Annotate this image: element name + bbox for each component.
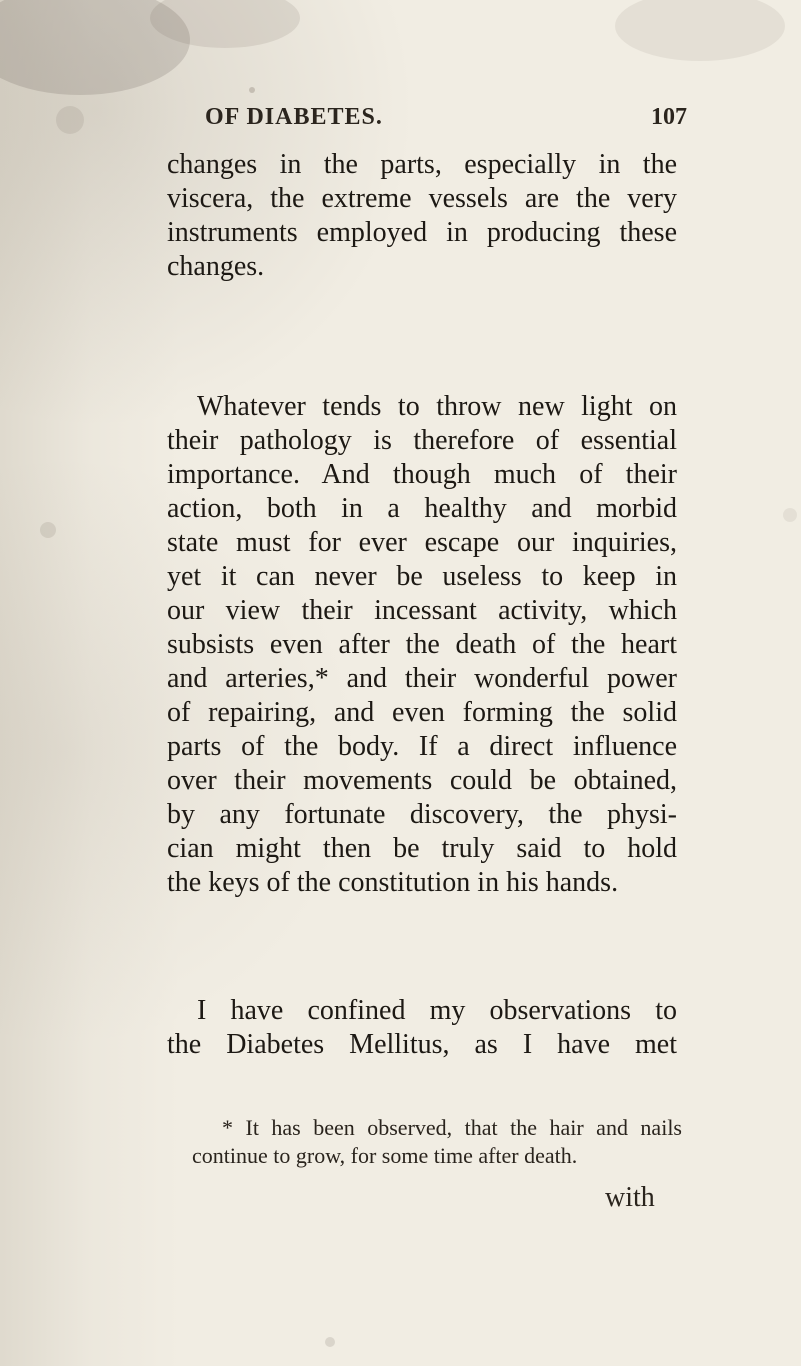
paragraph-continued — [167, 148, 677, 284]
running-head: OF DIABETES. — [205, 104, 383, 130]
text-line: of repairing, and even forming the solid — [167, 697, 677, 728]
text-line: by any fortunate discovery, the physi- — [167, 799, 677, 830]
text-line: state must for ever escape our inquiries, — [167, 527, 677, 558]
text-line: the keys of the constitution in his hands. — [167, 867, 619, 898]
page-header — [0, 104, 801, 144]
text-line: and arteries,* and their wonderful power — [167, 663, 677, 694]
text-line: viscera, the extreme vessels are the very — [167, 183, 677, 214]
footnote — [192, 1114, 682, 1170]
text-line: importance. And though much of their — [167, 459, 677, 490]
text-line: our view their incessant activity, which — [167, 595, 677, 626]
footnote-line: * It has been observed, that the hair and nails — [222, 1115, 682, 1140]
catchword: with — [605, 1182, 655, 1213]
text-line: changes. — [167, 251, 265, 282]
footnote-line: continue to grow, for some time after death. — [192, 1143, 578, 1168]
text-line: over their movements could be obtained, — [167, 765, 677, 796]
text-line: I have confined my observations to — [197, 995, 677, 1026]
text-line: changes in the parts, especially in the — [167, 149, 677, 180]
text-line: instruments employed in producing these — [167, 217, 677, 248]
text-line: Whatever tends to throw new light on — [197, 391, 677, 422]
text-line: subsists even after the death of the heart — [167, 629, 677, 660]
text-line: parts of the body. If a direct influence — [167, 731, 677, 762]
paragraph-observations — [167, 994, 677, 1062]
text-line: the Diabetes Mellitus, as I have met — [167, 1029, 677, 1060]
text-line: action, both in a healthy and morbid — [167, 493, 677, 524]
text-line: yet it can never be useless to keep in — [167, 561, 677, 592]
text-line: their pathology is therefore of essential — [167, 425, 677, 456]
paragraph-pathology — [167, 390, 677, 900]
text-line: cian might then be truly said to hold — [167, 833, 677, 864]
page-number: 107 — [651, 104, 687, 130]
